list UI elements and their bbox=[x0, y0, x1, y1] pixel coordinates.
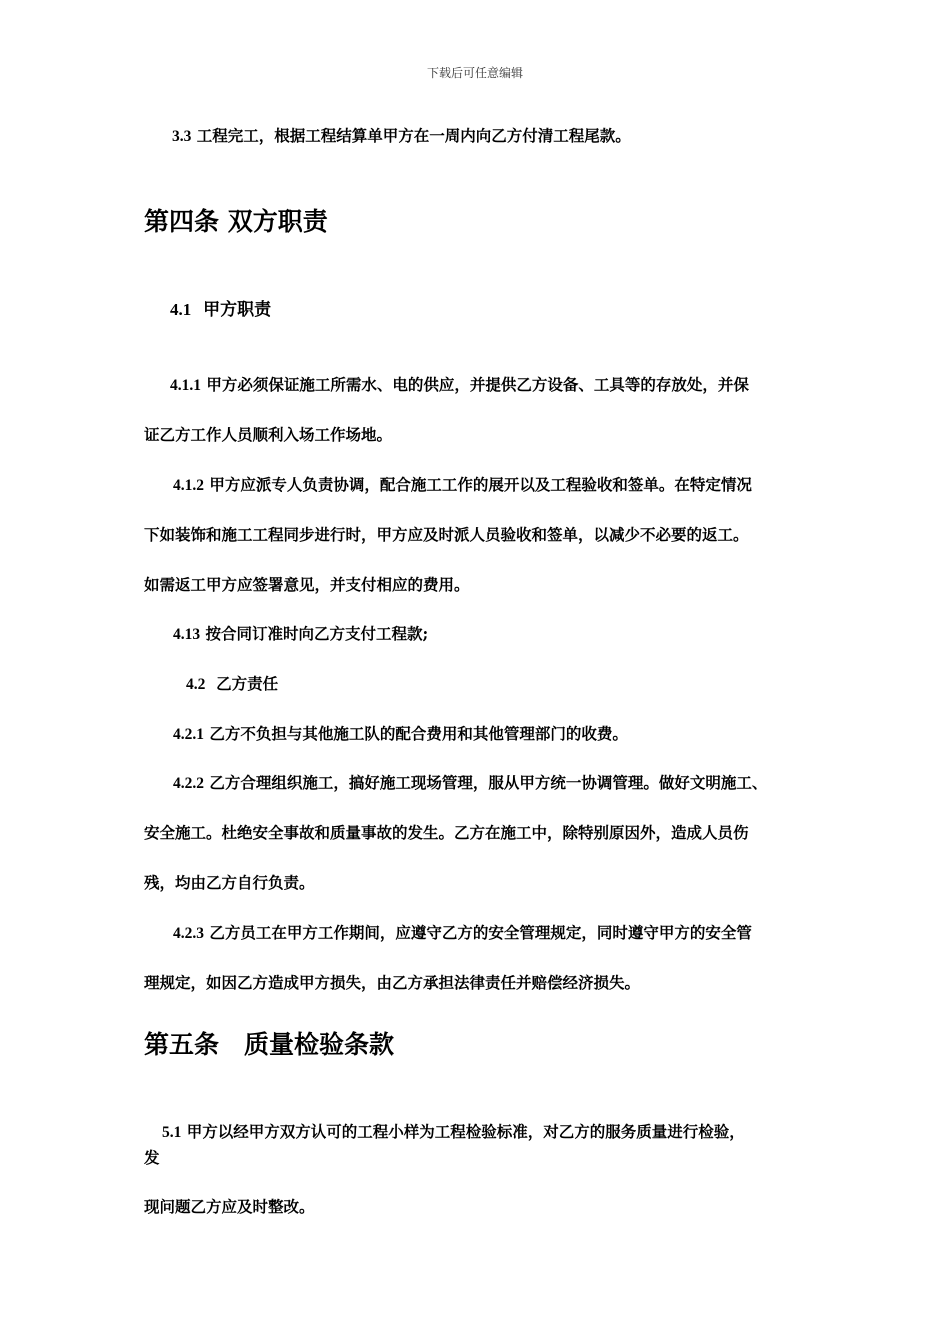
article-5-title: 第五条 质量检验条款 bbox=[144, 1030, 395, 1059]
article-4-title: 第四条 双方职责 bbox=[144, 207, 328, 236]
section-text: 乙方责任 bbox=[216, 674, 279, 693]
clause-4-1-1-line-2: 证乙方工作人员顺利入场工作场地。 bbox=[144, 425, 393, 444]
clause-number: 5.1 bbox=[162, 1124, 182, 1141]
clause-5-1-line-1b: 发 bbox=[144, 1148, 160, 1167]
clause-4-1-2-line-2: 下如装饰和施工工程同步进行时，甲方应及时派人员验收和签单，以减少不必要的返工。 bbox=[144, 525, 749, 544]
clause-number: 4.1.1 bbox=[170, 377, 201, 394]
clause-4-2-3-line-2: 理规定，如因乙方造成甲方损失，由乙方承担法律责任并赔偿经济损失。 bbox=[144, 973, 641, 992]
section-number: 4.2 bbox=[186, 676, 206, 693]
clause-4-2-2-line-3: 残，均由乙方自行负责。 bbox=[144, 873, 315, 892]
clause-number: 4.2.3 bbox=[173, 925, 204, 942]
clause-text: 甲方应派专人负责协调，配合施工工作的展开以及工程验收和签单。在特定情况 bbox=[209, 475, 752, 494]
clause-text: 工程完工，根据工程结算单甲方在一周内向乙方付清工程尾款。 bbox=[196, 126, 631, 145]
clause-5-1-line-1 bbox=[162, 1121, 745, 1144]
clause-4-2-2-line-1 bbox=[173, 772, 767, 795]
clause-text: 甲方必须保证施工所需水、电的供应，并提供乙方设备、工具等的存放处，并保 bbox=[206, 375, 749, 394]
clause-4-1-1-line-1 bbox=[170, 374, 749, 397]
clause-number: 4.1.2 bbox=[173, 477, 204, 494]
clause-text: 按合同订准时向乙方支付工程款; bbox=[205, 624, 429, 643]
clause-number: 4.2.2 bbox=[173, 775, 204, 792]
clause-4-1-3 bbox=[173, 623, 428, 646]
clause-4-2-3-line-1 bbox=[173, 922, 752, 945]
section-4-2-title bbox=[186, 673, 278, 696]
clause-4-2-2-line-2: 安全施工。杜绝安全事故和质量事故的发生。乙方在施工中，除特别原因外，造成人员伤 bbox=[144, 823, 749, 842]
clause-5-1-line-2: 现问题乙方应及时整改。 bbox=[144, 1197, 315, 1216]
clause-text: 甲方以经甲方双方认可的工程小样为工程检验标准，对乙方的服务质量进行检验， bbox=[186, 1122, 745, 1141]
clause-4-1-2-line-1 bbox=[173, 474, 752, 497]
clause-number: 4.13 bbox=[173, 626, 201, 643]
clause-3-3 bbox=[172, 125, 631, 148]
section-number: 4.1 bbox=[170, 300, 192, 319]
clause-4-1-2-line-3: 如需返工甲方应签署意见，并支付相应的费用。 bbox=[144, 575, 470, 594]
section-text: 甲方职责 bbox=[203, 300, 272, 320]
clause-text: 乙方不负担与其他施工队的配合费用和其他管理部门的收费。 bbox=[209, 724, 628, 743]
page-header: 下载后可任意编辑 bbox=[426, 66, 523, 80]
clause-number: 4.2.1 bbox=[173, 726, 204, 743]
section-4-1-title bbox=[170, 298, 271, 322]
clause-4-2-1 bbox=[173, 723, 628, 746]
clause-text: 乙方合理组织施工，搞好施工现场管理，服从甲方统一协调管理。做好文明施工、 bbox=[209, 773, 768, 792]
clause-text: 乙方员工在甲方工作期间，应遵守乙方的安全管理规定，同时遵守甲方的安全管 bbox=[209, 923, 752, 942]
clause-number: 3.3 bbox=[172, 128, 192, 145]
